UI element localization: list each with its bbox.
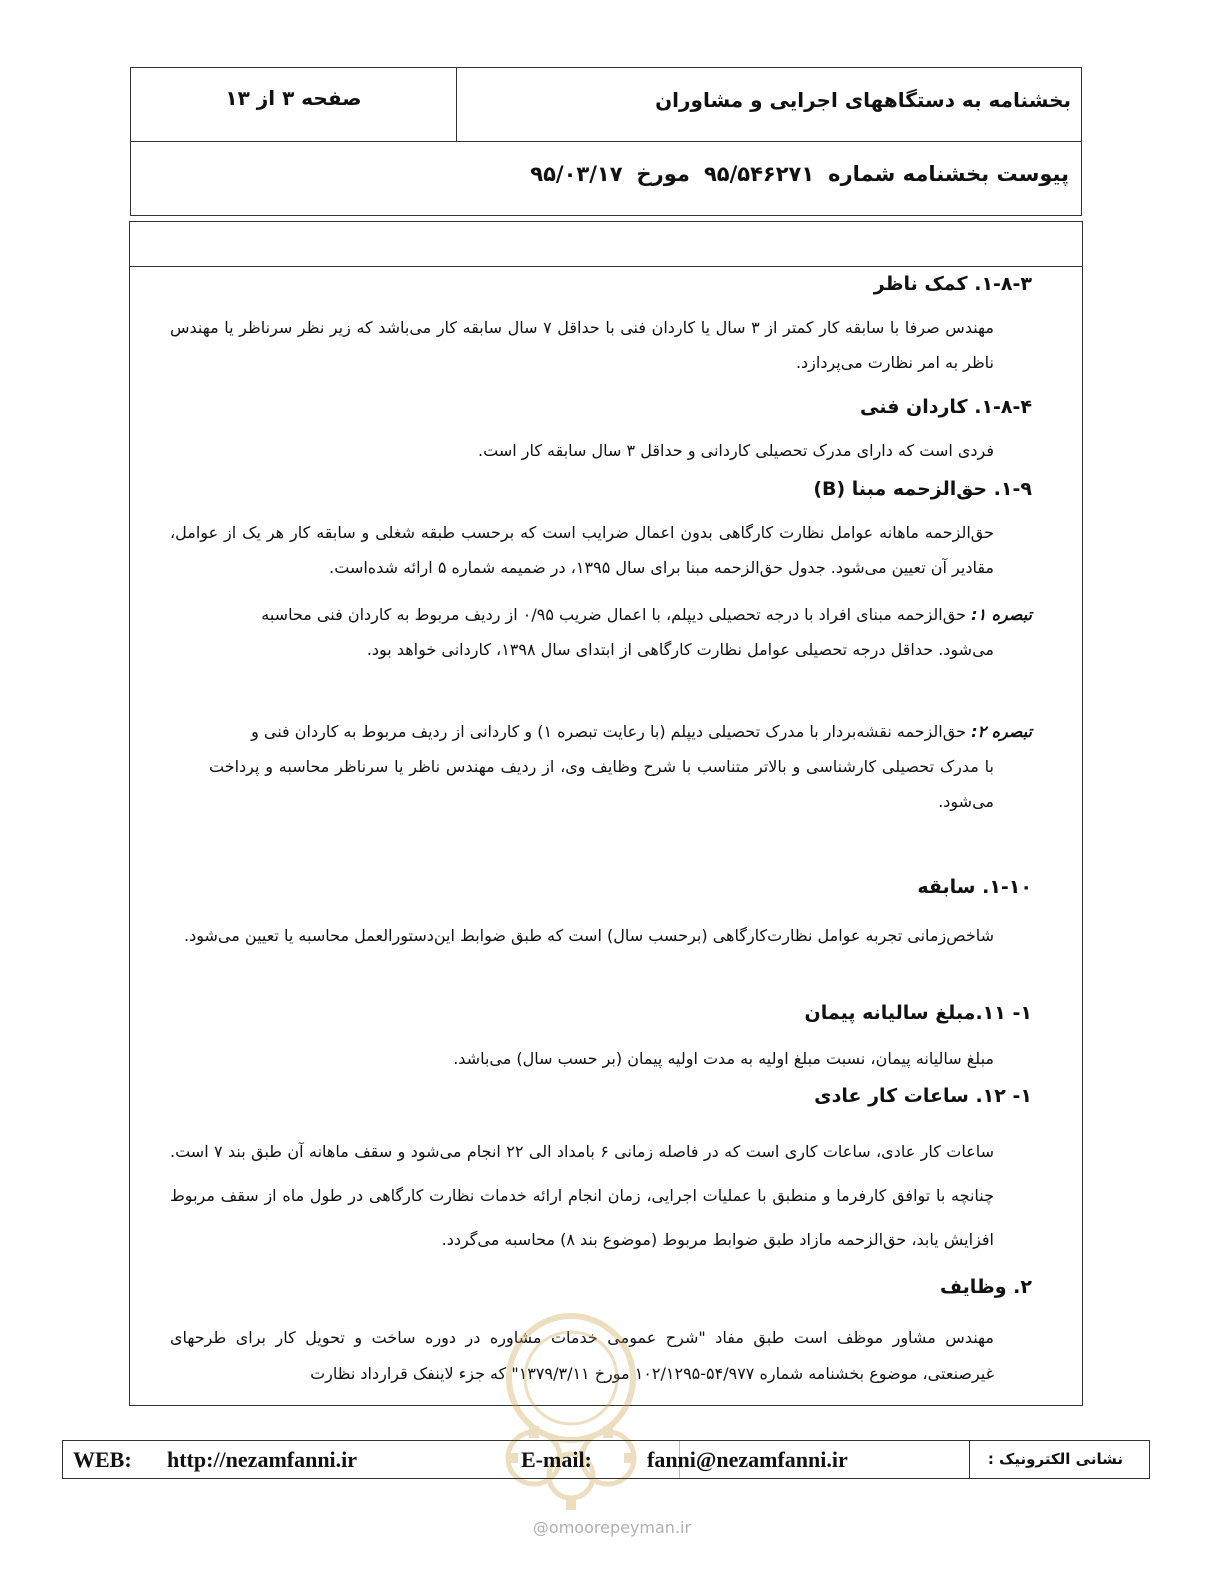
footer-divider <box>969 1441 970 1478</box>
page-number-cell <box>131 68 457 141</box>
document-title: بخشنامه به دستگاههای اجرایی و مشاوران <box>655 88 1071 112</box>
section-text: شاخص‌زمانی تجربه عوامل نظارت‌کارگاهی (برحسب سال) است که طبق ضوابط این‌دستورالعمل محاسبه یا تعیین می‌شود. <box>184 926 994 945</box>
section-text: حق‌الزحمه ماهانه عوامل نظارت کارگاهی بدون اعمال ضرایب است که برحسب طبقه شغلی و سابقه کار هر یک از عوامل، مقادیر آن تعیین می‌شود. جدول حق‌الزحمه مبنا برای سال ۱۳۹۵، در ضمیمه شماره ۵ ارائه شده‌است. <box>170 523 994 577</box>
section-heading: ۲. وظایف <box>939 1276 1032 1298</box>
email-label: E-mail: <box>521 1447 592 1472</box>
note-label: تبصره ۱: <box>971 605 1032 624</box>
electronic-address-label: نشانی الکترونیک : <box>987 1450 1123 1468</box>
note-text: حق‌الزحمه نقشه‌بردار با مدرک تحصیلی دیپلم (با رعایت تبصره ۱) و کاردانی از ردیف مربوط به کاردان فنی و <box>251 722 966 741</box>
header-table <box>130 67 1082 216</box>
header-row <box>131 68 1081 142</box>
watermark-url: @omoorepeyman.ir <box>532 1518 692 1537</box>
email-link[interactable]: fanni@nezamfanni.ir <box>647 1447 848 1472</box>
attachment-date: ۹۵/۰۳/۱۷ <box>530 162 623 186</box>
attachment-date-label: مورخ <box>636 162 690 186</box>
section-text: مهندس صرفا با سابقه کار کمتر از ۳ سال یا کاردان فنی با حداقل ۷ سال سابقه کار می‌باشد که زیر نظر سرناظر یا مهندس ناظر به امر نظارت می‌پردازد. <box>170 318 995 372</box>
attachment-number: ۹۵/۵۴۶۲۷۱ <box>703 162 815 186</box>
body-divider <box>130 266 1082 267</box>
note-text-continued: با مدرک تحصیلی کارشناسی و بالاتر متناسب با شرح وظایف وی، از ردیف مهندس ناظر یا سرناظر محاسبه و پرداخت می‌شود. <box>209 757 994 811</box>
section-heading: ۱-۹. حق‌الزحمه مبنا (B) <box>813 478 1032 500</box>
attachment-prefix: پیوست بخشنامه شماره <box>828 162 1069 186</box>
footer-bar <box>62 1440 1150 1479</box>
section-text: مهندس مشاور موظف است طبق مفاد "شرح عمومی خدمات مشاوره در دوره ساخت و تحویل کار برای طرحهای غیرصنعتی، موضوع بخشنامه شماره ۵۴/۹۷۷-۱۰۲/۱۲۹۵ مورخ ۱۳۷۹/۳/۱۱" که جزء لاینفک قرارداد نظارت <box>170 1328 994 1383</box>
section-text: ساعات کار عادی، ساعات کاری است که در فاصله زمانی ۶ بامداد الی ۲۲ انجام می‌شود و سقف ماهانه آن طبق بند ۷ است. چنانچه با توافق کارفرما و منطبق با عملیات اجرایی، زمان انجام ارائه خدمات نظارت کارگاهی در طول ماه از سقف مربوط افزایش یابد، حق‌الزحمه مازاد طبق ضوابط مربوط (موضوع بند ۸) محاسبه می‌گردد. <box>170 1142 995 1249</box>
section-heading: ۱-۸-۳. کمک ناظر <box>873 273 1032 295</box>
note-text: حق‌الزحمه مبنای افراد با درجه تحصیلی دیپلم، با اعمال ضریب ۰/۹۵ از ردیف مربوط به کاردان فنی محاسبه <box>261 605 966 624</box>
note-2 <box>170 714 1032 819</box>
note-label: تبصره ۲: <box>971 722 1032 741</box>
page-number: صفحه ۳ از ۱۳ <box>225 86 362 110</box>
note-text-continued: می‌شود. حداقل درجه تحصیلی عوامل نظارت کارگاهی از ابتدای سال ۱۳۹۸، کاردانی خواهد بود. <box>366 640 994 659</box>
web-link[interactable]: http://nezamfanni.ir <box>167 1447 358 1472</box>
section-heading: ۱- ۱۱.مبلغ سالیانه پیمان <box>804 1002 1032 1024</box>
note-1 <box>170 597 1032 667</box>
attachment-line <box>530 162 1069 186</box>
web-label: WEB: <box>73 1447 132 1472</box>
section-heading: ۱-۱۰. سابقه <box>917 876 1032 898</box>
section-text: مبلغ سالیانه پیمان، نسبت مبلغ اولیه به مدت اولیه پیمان (بر حسب سال) می‌باشد. <box>453 1049 994 1068</box>
gear-seal-icon <box>486 1308 656 1518</box>
section-text: فردی است که دارای مدرک تحصیلی کاردانی و حداقل ۳ سال سابقه کار است. <box>478 441 994 460</box>
section-heading: ۱- ۱۲. ساعات کار عادی <box>814 1085 1032 1107</box>
section-heading: ۱-۸-۴. کاردان فنی <box>859 396 1032 418</box>
